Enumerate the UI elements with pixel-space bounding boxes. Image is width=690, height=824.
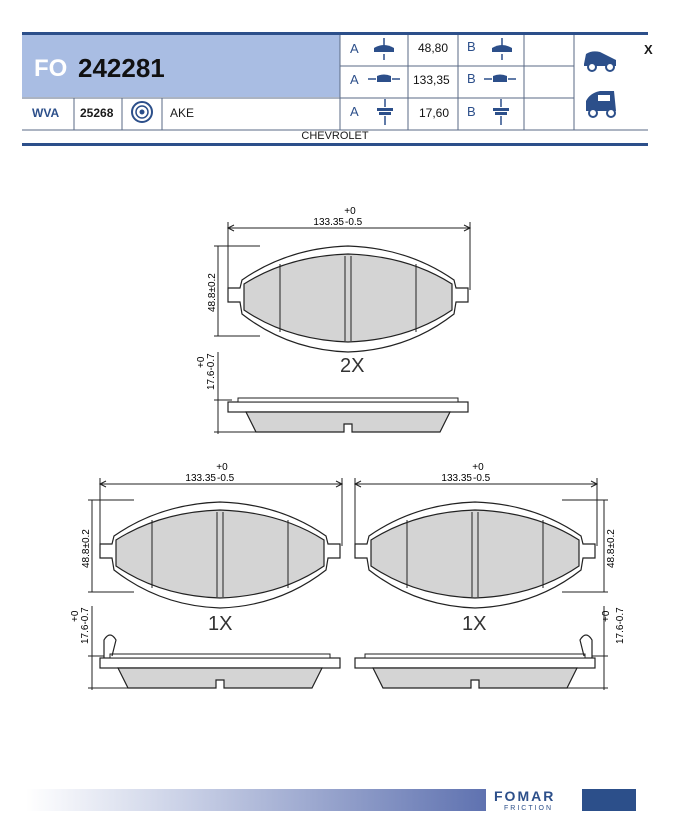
brand-logo-block [582, 789, 636, 811]
top-width-tol-upper: +0 [344, 206, 356, 217]
top-thickness-label: 17.6-0.7 [206, 353, 217, 390]
right-pad-side [355, 654, 595, 688]
top-quantity: 2X [340, 355, 365, 377]
top-width-value: 133.35 [313, 217, 344, 228]
top-height-label: 48.8±0.2 [207, 273, 218, 312]
product-code: 242281 [78, 53, 165, 83]
row2-b-label: B [467, 71, 476, 86]
brand-logo: FOMAR [494, 788, 556, 804]
wva-number: 25268 [80, 106, 114, 120]
row1-b-label: B [467, 39, 476, 54]
row3-b-label: B [467, 104, 476, 119]
row1-a-label: A [350, 41, 359, 56]
row1-a-value: 48,80 [418, 41, 449, 55]
left-quantity: 1X [208, 613, 233, 635]
wva-label: WVA [32, 106, 60, 120]
right-pad-face [355, 502, 595, 608]
left-width-tol-upper: +0 [216, 462, 228, 473]
left-width-value: 133.35 [185, 473, 216, 484]
left-thickness-tol: +0 [70, 610, 81, 622]
left-pad-side [100, 654, 340, 688]
brand-logo-subtitle: FRICTION [504, 805, 554, 812]
row2-a-label: A [350, 72, 359, 87]
left-pad-face [100, 502, 340, 608]
right-thickness-label: 17.6-0.7 [615, 607, 626, 644]
left-height-label: 48.8±0.2 [81, 529, 92, 568]
right-height-label: 48.8±0.2 [606, 529, 617, 568]
title-prefix: FO [34, 55, 68, 82]
row3-a-value: 17,60 [419, 106, 450, 120]
footer-gradient-bar [26, 789, 486, 811]
system-label: AKE [170, 106, 195, 120]
top-width-tol-lower: -0.5 [345, 217, 363, 228]
row2-a-value: 133,35 [413, 73, 450, 87]
right-width-value: 133.35 [441, 473, 472, 484]
row3-a-label: A [350, 104, 359, 119]
right-width-tol-lower: -0.5 [473, 473, 491, 484]
right-width-tol-upper: +0 [472, 462, 484, 473]
right-quantity: 1X [462, 613, 487, 635]
top-pad-side [228, 398, 468, 432]
left-width-tol-lower: -0.5 [217, 473, 235, 484]
top-thickness-tol: +0 [196, 356, 207, 368]
vehicle-brand: CHEVROLET [301, 130, 369, 142]
top-pad-face [228, 246, 468, 352]
right-thickness-tol: +0 [601, 610, 612, 622]
front-axle-marker: X [644, 42, 653, 57]
left-thickness-label: 17.6-0.7 [80, 607, 91, 644]
